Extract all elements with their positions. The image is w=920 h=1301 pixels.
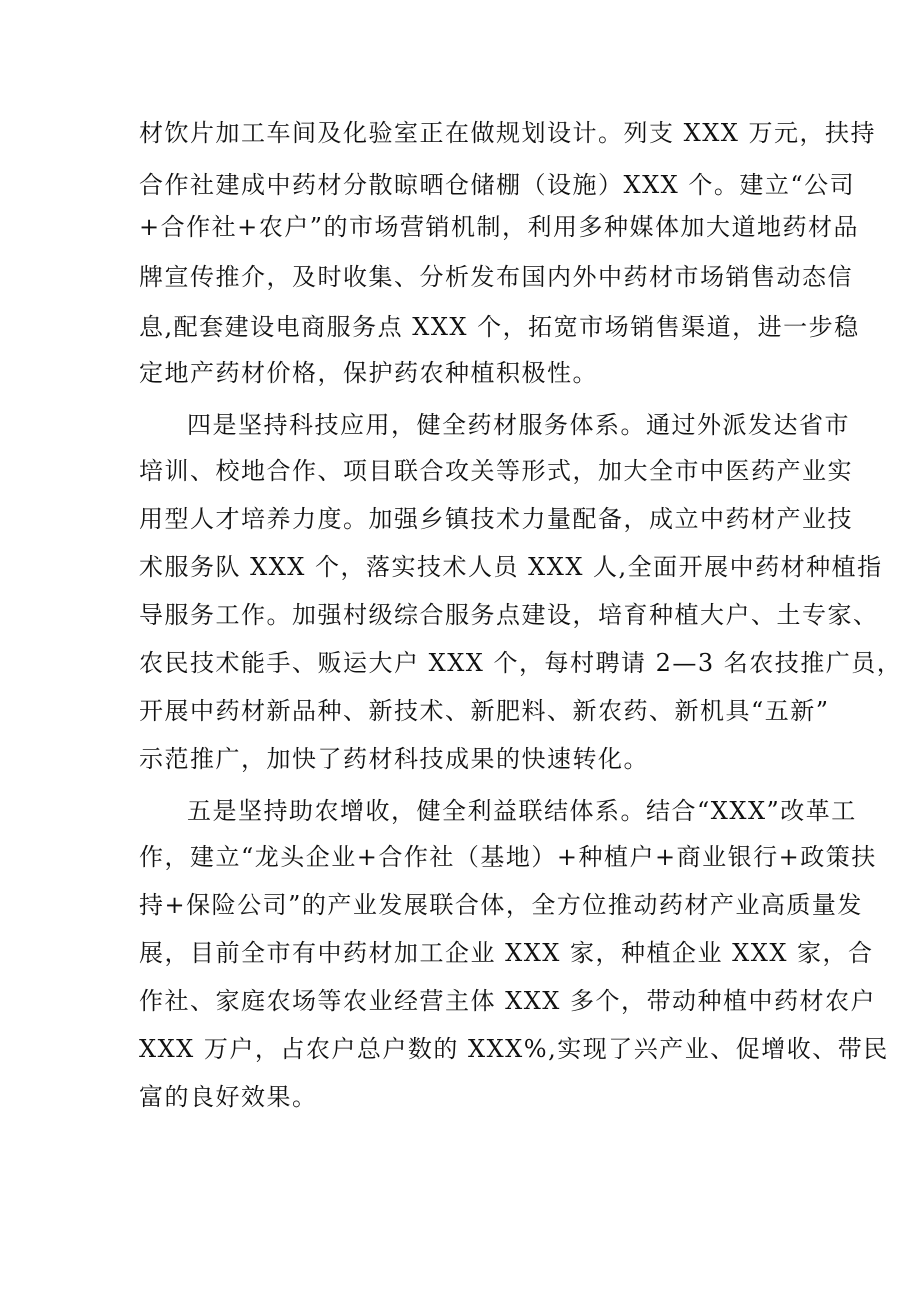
text-line: 四是坚持科技应用，健全药材服务体系。通过外派发达省市 (187, 411, 850, 439)
text-line: 示范推广，加快了药材科技成果的快速转化。 (139, 745, 649, 773)
text-line: 作社、家庭农场等农业经营主体 XXX 多个，带动种植中药材农户 (139, 987, 877, 1015)
text-line: 展，目前全市有中药材加工企业 XXX 家，种植企业 XXX 家，合 (139, 939, 874, 967)
text-line: 材饮片加工车间及化验室正在做规划设计。列支 XXX 万元，扶持 (139, 119, 877, 147)
text-line: 定地产药材价格，保护药农种植积极性。 (139, 359, 598, 387)
text-line: 培训、校地合作、项目联合攻关等形式，加大全市中医药产业实 (139, 457, 853, 485)
text-line: 合作社建成中药材分散晾晒仓储棚（设施）XXX 个。建立“公司 (139, 171, 856, 199)
text-line: 五是坚持助农增收，健全利益联结体系。结合“XXX”改革工 (187, 797, 857, 825)
text-line: 息,配套建设电商服务点 XXX 个，拓宽市场销售渠道，进一步稳 (139, 313, 860, 341)
text-line: 开展中药材新品种、新技术、新肥料、新农药、新机具“五新” (139, 697, 830, 725)
text-line: XXX 万户，占农户总户数的 XXX%,实现了兴产业、促增收、带民 (139, 1035, 889, 1063)
text-line: 作，建立“龙头企业+合作社（基地）+种植户+商业银行+政策扶 (139, 843, 877, 871)
text-line: 术服务队 XXX 个，落实技术人员 XXX 人,全面开展中药材种植指 (139, 553, 883, 581)
text-line: 用型人才培养力度。加强乡镇技术力量配备，成立中药材产业技 (139, 505, 853, 533)
text-line: 富的良好效果。 (139, 1083, 318, 1111)
text-line: +合作社+农户”的市场营销机制，利用多种媒体加大道地药材品 (139, 213, 859, 241)
text-line: 牌宣传推介，及时收集、分析发布国内外中药材市场销售动态信 (139, 263, 853, 291)
text-line: 导服务工作。加强村级综合服务点建设，培育种植大户、土专家、 (139, 601, 879, 629)
text-line: 持+保险公司”的产业发展联合体，全方位推动药材产业高质量发 (139, 891, 863, 919)
text-line: 农民技术能手、贩运大户 XXX 个，每村聘请 2—3 名农技推广员， (139, 649, 903, 677)
